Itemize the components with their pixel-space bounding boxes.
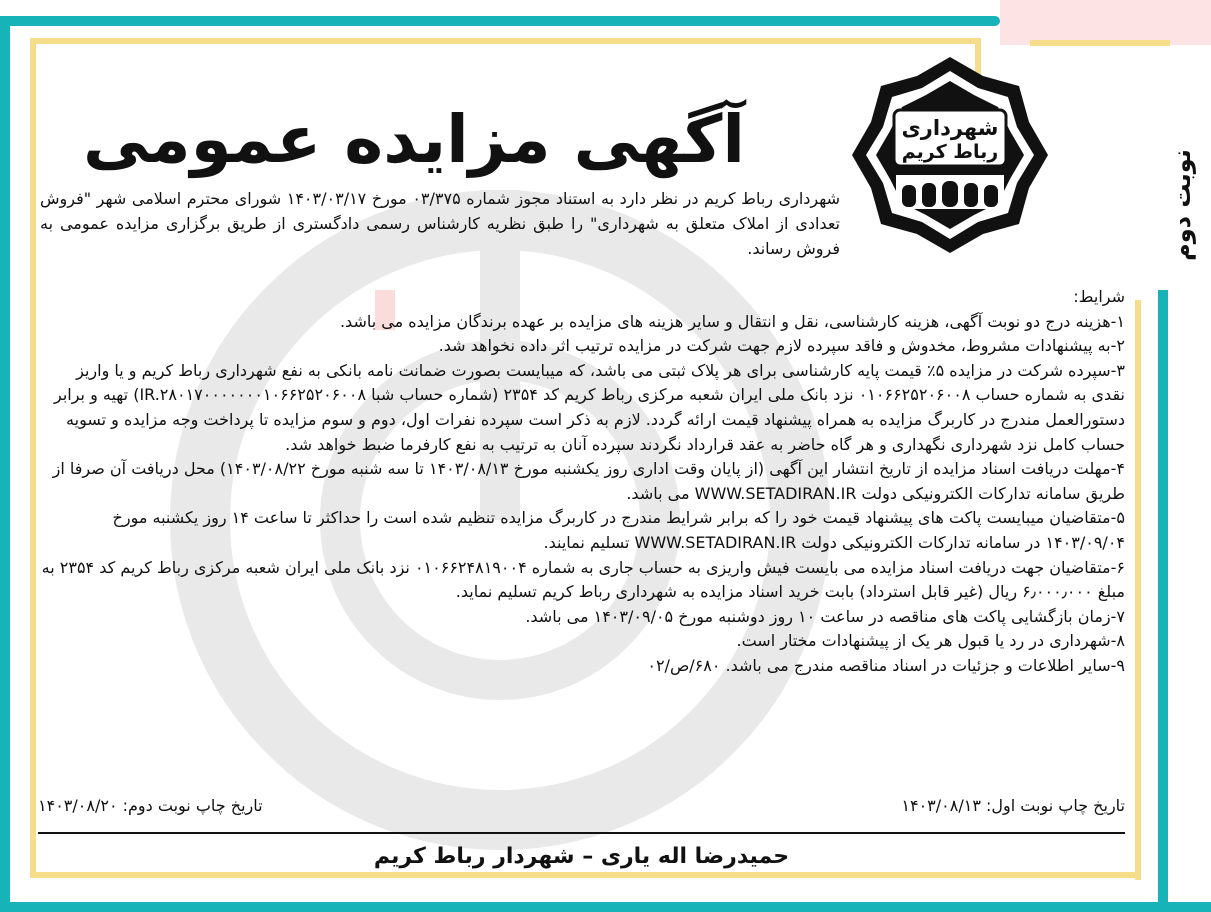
accent-corner (1030, 40, 1170, 46)
condition-item: ۸-شهرداری در رد یا قبول هر یک از پیشنهادات مختار است. (736, 631, 1125, 651)
logo-text-line1: شهرداری (901, 116, 999, 140)
conditions-heading: شرایط: (1073, 287, 1125, 306)
municipality-logo (850, 55, 1050, 255)
condition-item: ۳-سپرده شرکت در مزایده ۵٪ قیمت پایه کارشناسی برای هر پلاک ثبتی می باشد، که میبایست بصورت ضمانت نامه بانکی به نفع شهرداری رباط کریم و یا واریز نقدی به شماره حساب ۰۱۰۶۶۲۵۲۰۶۰۰۸ نزد بانک ملی ایران شعبه مرکزی رباط کریم کد ۲۳۵۴ (شماره حساب شبا IR.۲۸۰۱۷۰۰۰۰۰۰۰۱۰۶۶۲۵۲۰۶۰۰۸) تهیه و برابر دستورالعمل مندرج در کاربرگ مزایده به همراه پیشنهاد قیمت ارائه گردد. لازم به ذکر است سپرده نفرات اول، دوم و سوم مزایده تا پرداخت وجه مزایده و تسویه حساب کامل نزد شهرداری نگهداری و هر گاه حاضر به عقد قرارداد نگردند سپرده آنان به ترتیب به نفع کارفرما ضبط خواهد شد. (53, 360, 1125, 454)
corner-decoration (1000, 0, 1211, 45)
signature-line: حمیدرضا اله یاری – شهردار رباط کریم (373, 844, 790, 869)
condition-item: ۱-هزینه درج دو نوبت آگهی، هزینه کارشناسی، نقل و انتقال و سایر هزینه های مزایده بر عهده برندگان مزایده می باشد. (339, 311, 1125, 331)
condition-item: ۴-مهلت دریافت اسناد مزایده از تاریخ انتشار این آگهی (از پایان وقت اداری روز یکشنبه مورخ ۱۴۰۳/۰۸/۱۳ تا سه شنبه مورخ ۱۴۰۳/۰۸/۲۲) محل دریافت آن صرفا از طریق سامانه تدارکات الکترونیکی دولت WWW.SETADIRAN.IR می باشد. (52, 459, 1125, 503)
print-dates (38, 796, 1125, 824)
logo-text-line2: رباط کریم (901, 141, 999, 163)
second-print-date: تاریخ چاپ نوبت دوم: ۱۴۰۳/۰۸/۲۰ (38, 796, 263, 815)
accent-line-left (30, 38, 36, 878)
condition-item: ۵-متقاضیان میبایست پاکت های پیشنهاد قیمت خود را که برابر شرایط مندرج در کاربرگ مزایده تنظیم شده است را حداکثر تا ساعت ۱۴ روز یکشنبه مورخ ۱۴۰۳/۰۹/۰۴ در سامانه تدارکات الکترونیکی دولت WWW.SETADIRAN.IR تسلیم نمایند. (112, 508, 1125, 552)
condition-item: ۶-متقاضیان جهت دریافت اسناد مزایده می بایست فیش واریزی به حساب جاری به شماره ۰۱۰۶۶۲۴۸۱۹۰۰۴ نزد بانک ملی ایران شعبه مرکزی رباط کریم کد ۲۳۵۴ به مبلغ ۶٫۰۰۰٫۰۰۰ ریال (غیر قابل استرداد) بابت خرید اسناد مزایده به شهرداری رباط کریم تسلیم نماید. (41, 557, 1125, 602)
frame-border-bottom (0, 902, 1211, 912)
condition-item: ۹-سایر اطلاعات و جزئیات در اسناد مناقصه مندرج می باشد. ۶۸۰/ص/۰۲ (647, 655, 1125, 675)
page-title: آگهی مزایده عمومی (82, 101, 745, 178)
accent-line-top (30, 38, 980, 44)
condition-item: ۲-به پیشنهادات مشروط، مخدوش و فاقد سپرده لازم جهت شرکت در مزایده ترتیب اثر داده نخواهد شد. (438, 336, 1125, 356)
accent-line-right (1135, 300, 1141, 880)
divider (38, 832, 1125, 834)
intro-paragraph: شهرداری رباط کریم در نظر دارد به استناد مجوز شماره ۰۳/۳۷۵ مورخ ۱۴۰۳/۰۳/۱۷ شورای محترم اسلامی شهر "فروش تعدادی از املاک متعلق به شهرداری" را طبق نظریه کارشناس رسمی دادگستری از طریق برگزاری مزایده عمومی به فروش رساند. (40, 189, 841, 258)
condition-item: ۷-زمان بازگشایی پاکت های مناقصه در ساعت ۱۰ روز دوشنبه مورخ ۱۴۰۳/۰۹/۰۵ می باشد. (525, 606, 1125, 626)
star-emblem-icon (850, 55, 1050, 255)
conditions-section (38, 285, 1125, 679)
frame-border-left (0, 16, 10, 912)
edition-label-text: نوبت دوم (1168, 149, 1196, 261)
first-print-date: تاریخ چاپ نوبت اول: ۱۴۰۳/۰۸/۱۳ (901, 796, 1125, 815)
edition-label (1162, 140, 1202, 270)
frame-border-right (1158, 290, 1168, 902)
frame-border-top (0, 16, 1000, 26)
